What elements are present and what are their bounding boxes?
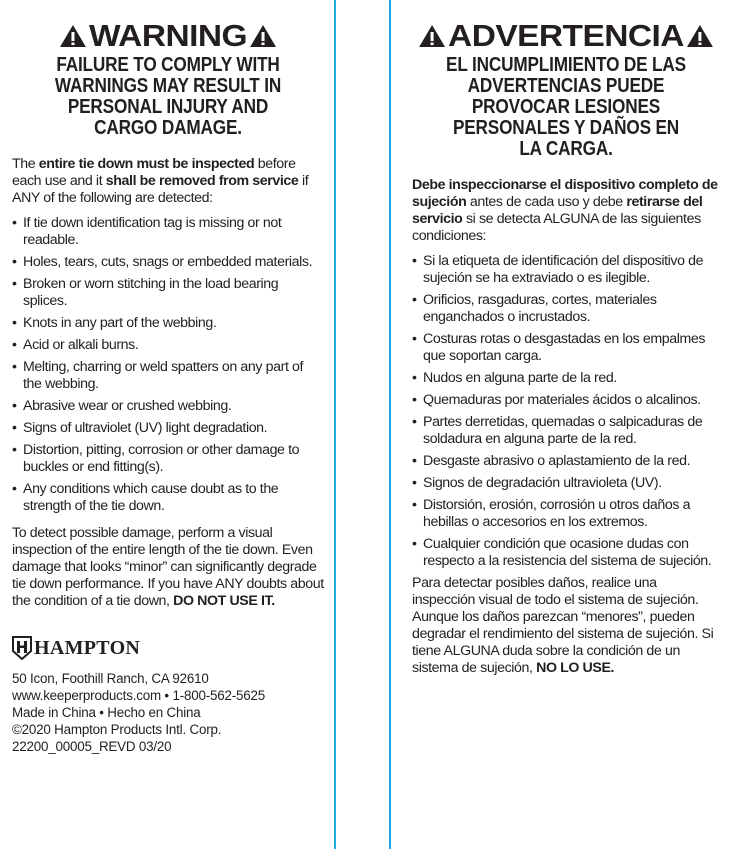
subtitle-line: CARGO DAMAGE. (94, 117, 242, 139)
subtitle-line: FAILURE TO COMPLY WITH (56, 54, 280, 76)
warning-triangle-icon (686, 24, 714, 48)
advertencia-subtitle (434, 55, 699, 160)
list-item: • Holes, tears, cuts, snags or embedded materials. (12, 254, 324, 271)
intro-text: The (12, 156, 39, 172)
list-item: • Partes derretidas, quemadas o salpicaduras de soldadura en alguna parte de la red. (412, 414, 720, 448)
warning-heading (0, 20, 336, 51)
inspection-criteria-list (12, 215, 324, 515)
cut-line-left (334, 0, 336, 849)
list-item: • Nudos en alguna parte de la red. (412, 370, 720, 387)
intro-bold: Debe inspeccionarse el dispositivo completo de sujeción (412, 177, 718, 210)
subtitle-line: PERSONAL INJURY AND (67, 96, 269, 118)
warning-title: WARNING (88, 18, 248, 53)
inspection-intro (12, 156, 324, 207)
intro-text: antes de cada uso y debe (466, 194, 627, 210)
company-info (12, 670, 324, 755)
list-item: • Signos de degradación ultravioleta (UV). (412, 475, 720, 492)
intro-text: si se detecta ALGUNA de las siguientes condiciones: (412, 211, 701, 244)
closing-paragraph-es (412, 575, 720, 677)
list-item: • Orificios, rasgaduras, cortes, materiales enganchados o incrustados. (412, 292, 720, 326)
list-item: • Costuras rotas o desgastadas en los empalmes que soportan carga. (412, 331, 720, 365)
list-item: • Distorsión, erosión, corrosión u otros daños a hebillas o accesorios en los extremos. (412, 497, 720, 531)
list-item: • Acid or alkali burns. (12, 337, 324, 354)
list-item: • Signs of ultraviolet (UV) light degradation. (12, 420, 324, 437)
inspection-intro-es (412, 177, 720, 245)
intro-bold: entire tie down must be inspected (38, 156, 255, 172)
closing-paragraph (12, 525, 324, 610)
list-item: • Any conditions which cause doubt as to the strength of the tie down. (12, 481, 324, 515)
warning-triangle-icon (418, 24, 446, 48)
subtitle-line: PROVOCAR LESIONES (471, 96, 661, 118)
intro-text: before each use and it (12, 156, 296, 189)
warning-triangle-icon (59, 24, 87, 48)
list-item: • Si la etiqueta de identificación del dispositivo de sujeción se ha extraviado o es ilegible. (412, 253, 720, 287)
list-item: • Quemaduras por materiales ácidos o alcalinos. (412, 392, 720, 409)
spanish-label-panel (412, 0, 720, 677)
website-phone: www.keeperproducts.com • 1-800-562-5625 (12, 688, 265, 703)
list-item: • Melting, charring or weld spatters on any part of the webbing. (12, 359, 324, 393)
closing-text: Para detectar posibles daños, realice una inspección visual de todo el sistema de sujeción. Aunque los daños parezcan “menores”, pueden degradar el rendimiento del sistema de sujeción. Si tiene ALGUNA duda sobre la condición de un sistema de sujeción, (412, 575, 714, 676)
cut-line-right (389, 0, 391, 849)
list-item: • Knots in any part of the webbing. (12, 315, 324, 332)
list-item: • Desgaste abrasivo o aplastamiento de la red. (412, 453, 720, 470)
subtitle-line: ADVERTENCIAS PUEDE (467, 75, 665, 97)
part-number: 22200_00005_REVD 03/20 (12, 739, 172, 754)
list-item: • Abrasive wear or crushed webbing. (12, 398, 324, 415)
address: 50 Icon, Foothill Ranch, CA 92610 (12, 671, 209, 686)
closing-bold: NO LO USE. (536, 660, 615, 676)
inspection-criteria-list-es (412, 253, 720, 570)
advertencia-heading (400, 20, 733, 51)
warning-subtitle (34, 55, 302, 139)
intro-text: if ANY of the following are detected: (12, 173, 309, 206)
brand-name: HAMPTON (34, 636, 141, 659)
list-item: • Distortion, pitting, corrosion or other damage to buckles or end fitting(s). (12, 442, 324, 476)
list-item: • Broken or worn stitching in the load bearing splices. (12, 276, 324, 310)
subtitle-line: LA CARGA. (519, 138, 613, 160)
closing-text: To detect possible damage, perform a visual inspection of the entire length of the tie down. Even damage that looks “minor” can significantly degrade tie down performance. If you have ANY doubts about the condition of a tie down, (12, 525, 324, 609)
list-item: • If tie down identification tag is missing or not readable. (12, 215, 324, 249)
intro-bold: shall be removed from service (105, 173, 299, 189)
subtitle-line: PERSONALES Y DAÑOS EN (452, 117, 680, 139)
origin: Made in China • Hecho en China (12, 705, 201, 720)
advertencia-title: ADVERTENCIA (448, 18, 684, 53)
closing-bold: DO NOT USE IT. (173, 593, 275, 609)
intro-bold: retirarse del servicio (412, 194, 703, 227)
copyright: ©2020 Hampton Products Intl. Corp. (12, 722, 222, 737)
list-item: • Cualquier condición que ocasione dudas con respecto a la resistencia del sistema de sujeción. (412, 536, 720, 570)
warning-triangle-icon (249, 24, 277, 48)
hampton-logo (12, 636, 324, 660)
subtitle-line: WARNINGS MAY RESULT IN (54, 75, 282, 97)
english-label-panel (12, 0, 324, 755)
hampton-shield-icon (12, 636, 32, 660)
subtitle-line: EL INCUMPLIMIENTO DE LAS (446, 54, 686, 76)
